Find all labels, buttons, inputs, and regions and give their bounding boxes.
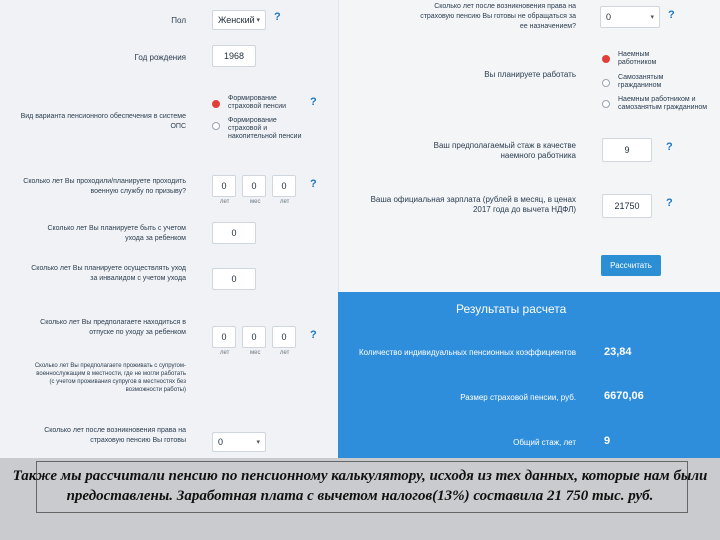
pension-option-1-radio[interactable] — [212, 100, 220, 108]
help-icon[interactable]: ? — [666, 197, 673, 209]
military-months-caption: мес — [250, 199, 261, 205]
results-panel — [338, 292, 720, 460]
salary-label: Ваша официальная зарплата (рублей в месяц, в ценах 2017 года до вычета НДФЛ) — [370, 195, 576, 214]
pension-value: 6670,06 — [604, 390, 644, 402]
military-months-input[interactable]: 0 — [242, 175, 266, 197]
delay-right-label: Сколько лет после возникновения права на страховую пенсию Вы готовы не обращаться за ее назначением? — [420, 3, 576, 30]
calculate-button[interactable]: Рассчитать — [601, 255, 661, 276]
children-label: Сколько лет Вы предполагаете находиться в отпуске по уходу за ребенком — [40, 319, 186, 336]
chevron-down-icon: ▾ — [650, 14, 654, 21]
military-years-input[interactable]: 0 — [212, 175, 236, 197]
pension-option-2-radio[interactable] — [212, 122, 220, 130]
work-option-1-radio[interactable] — [602, 55, 610, 63]
stage-value: 9 — [604, 435, 611, 447]
disabled-care-input[interactable]: 0 — [212, 268, 256, 290]
help-icon[interactable]: ? — [668, 9, 675, 21]
children-months-caption: мес — [250, 350, 261, 356]
caption-overlay — [0, 458, 720, 540]
pension-choice-label: Вид варианта пенсионного обеспечения в системе ОПС — [20, 113, 186, 130]
experience-label: Ваш предполагаемый стаж в качестве наемного работника — [433, 141, 576, 160]
children-years-input[interactable]: 0 — [212, 326, 236, 348]
military-years-caption: лет — [220, 199, 230, 205]
stage-label: Общий стаж, лет — [513, 438, 576, 447]
chevron-down-icon: ▾ — [256, 439, 260, 446]
results-title: Результаты расчета — [456, 302, 567, 316]
birth-year-input[interactable]: 1968 — [212, 45, 256, 67]
gender-value: Женский — [218, 15, 255, 25]
delay-right-value: 0 — [606, 12, 612, 22]
birth-year-label: Год рождения — [134, 53, 186, 62]
disabled-care-label: Сколько лет Вы планируете осуществлять уход за инвалидом с учетом ухода — [31, 265, 186, 282]
delay-left-select[interactable] — [212, 432, 266, 452]
delay-left-value: 0 — [218, 437, 224, 447]
column-divider — [338, 0, 339, 292]
pension-label: Размер страховой пенсии, руб. — [460, 393, 576, 402]
work-option-1-label: Наемным работником — [618, 51, 657, 66]
help-icon[interactable]: ? — [310, 329, 317, 341]
delay-right-select[interactable] — [600, 6, 660, 28]
delay-left-label: Сколько лет после возникновения права на страховую пенсию Вы готовы — [44, 427, 186, 444]
gender-select[interactable] — [212, 10, 266, 30]
child-care-input[interactable]: 0 — [212, 222, 256, 244]
military-days-caption: лет — [280, 199, 290, 205]
children-days-input[interactable]: 0 — [272, 326, 296, 348]
work-option-3-radio[interactable] — [602, 100, 610, 108]
salary-input[interactable]: 21750 — [602, 194, 652, 218]
help-icon[interactable]: ? — [274, 11, 281, 23]
children-days-caption: лет — [280, 350, 290, 356]
experience-input[interactable]: 9 — [602, 138, 652, 162]
children-months-input[interactable]: 0 — [242, 326, 266, 348]
caption-text: Также мы рассчитали пенсию по пенсионному калькулятору, исходя из тех данных, которые нам были предоставлены. Заработная плата с вычетом налогов(13%) составила 21 750 тыс. руб. — [12, 468, 708, 504]
military-days-input[interactable]: 0 — [272, 175, 296, 197]
gender-label: Пол — [171, 16, 186, 25]
pension-option-1-label: Формирование страховой пенсии — [228, 95, 287, 110]
help-icon[interactable]: ? — [310, 96, 317, 108]
work-option-2-radio[interactable] — [602, 79, 610, 87]
children-years-caption: лет — [220, 350, 230, 356]
work-option-2-label: Самозанятым гражданином — [618, 74, 664, 89]
help-icon[interactable]: ? — [310, 178, 317, 190]
children-note: Сколько лет Вы предполагаете проживать с супругом-военнослужащим в местности, где не могли работать (с учетом проживания супругов в местностях без возможности работы) — [34, 363, 186, 393]
coeff-label: Количество индивидуальных пенсионных коэффициентов — [358, 348, 576, 357]
work-plan-label: Вы планируете работать — [484, 70, 576, 79]
chevron-down-icon: ▾ — [256, 17, 260, 24]
pension-option-2-label: Формирование страховой и накопительной пенсии — [228, 117, 302, 140]
child-care-label: Сколько лет Вы планируете быть с учетом ухода за ребенком — [47, 225, 186, 242]
help-icon[interactable]: ? — [666, 141, 673, 153]
work-option-3-label: Наемным работником и самозанятым гражданином — [618, 96, 708, 111]
military-label: Сколько лет Вы проходили/планируете проходить военную службу по призыву? — [23, 178, 186, 195]
coeff-value: 23,84 — [604, 346, 632, 358]
